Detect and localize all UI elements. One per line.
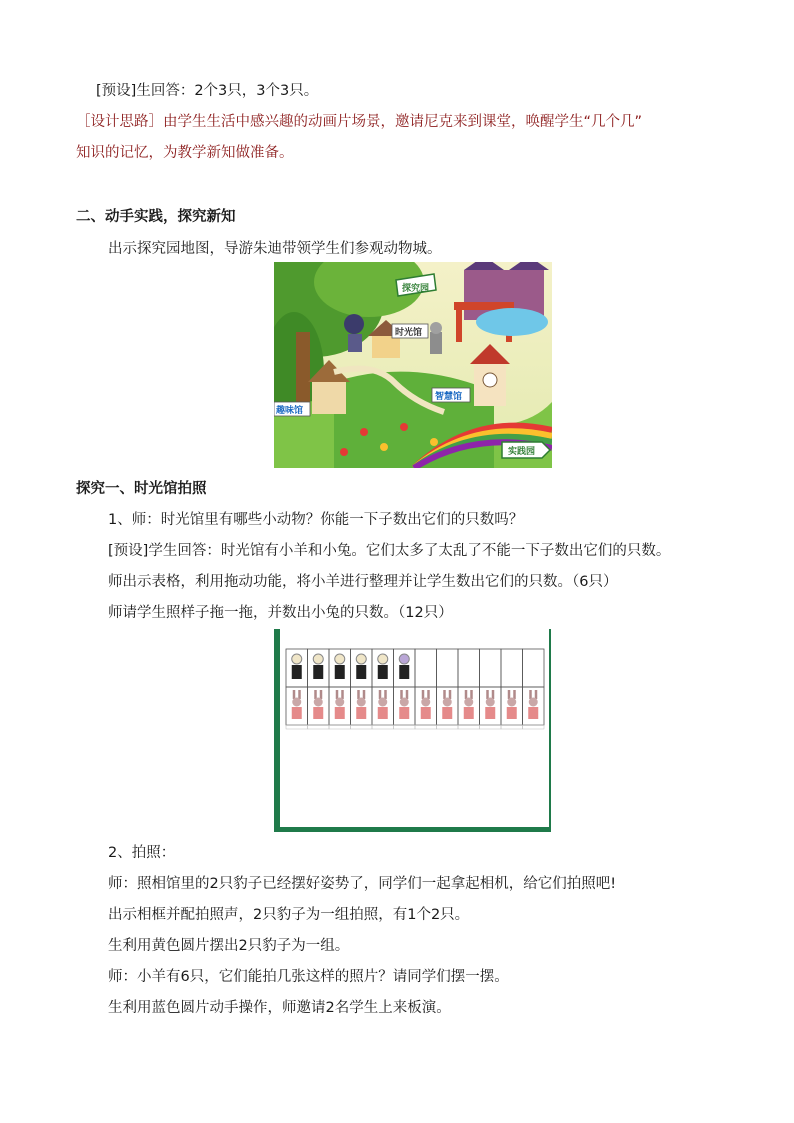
exploration-park-map xyxy=(274,262,552,468)
grid-cell xyxy=(415,649,437,687)
preset-answer-2 xyxy=(108,541,670,561)
grid-cell-faint xyxy=(329,725,351,729)
grid-cell xyxy=(437,649,459,687)
sheep-photo-question: 师：小羊有6只，它们能拍几张这样的照片？请同学们摆一摆。 xyxy=(108,969,509,985)
grid-cell xyxy=(480,649,502,687)
rabbit-figure[interactable] xyxy=(485,690,495,719)
preset-answer-1-text: 生回答：2个3只，3个3只。 xyxy=(136,83,319,99)
grid-cell-faint xyxy=(372,725,394,729)
grid-cell-faint xyxy=(308,725,330,729)
grid-cell-faint xyxy=(480,725,502,729)
step-2-heading: 2、拍照： xyxy=(108,845,176,861)
grid-cell-faint xyxy=(523,725,545,729)
rabbit-figure[interactable] xyxy=(292,690,302,719)
design-idea-line-2: 知识的记忆，为教学新知做准备。 xyxy=(76,145,294,161)
rabbit-figure[interactable] xyxy=(442,690,452,719)
rabbit-figure[interactable] xyxy=(421,690,431,719)
grid-cell xyxy=(458,649,480,687)
yellow-disc-activity: 生利用黄色圆片摆出2只豹子为一组。 xyxy=(108,938,350,954)
preset-answer-1 xyxy=(96,81,318,101)
rabbit-figure[interactable] xyxy=(378,690,388,719)
rabbit-figure[interactable] xyxy=(464,690,474,719)
sign-time-hall: 时光馆 xyxy=(395,328,423,338)
teacher-photo-prompt: 师：照相馆里的2只豹子已经摆好姿势了，同学们一起拿起相机，给它们拍照吧! xyxy=(108,876,617,892)
sign-fun-hall: 趣味馆 xyxy=(276,406,304,416)
sheep-figure[interactable] xyxy=(399,654,409,679)
question-1: 1、师：时光馆里有哪些小动物？你能一下子数出它们的只数吗？ xyxy=(108,512,524,528)
grid-cell xyxy=(523,649,545,687)
sign-wisdom-hall: 智慧馆 xyxy=(435,392,463,402)
grid-cell-faint xyxy=(351,725,373,729)
preset-tag-2: [预设] xyxy=(108,543,149,559)
sheep-figure[interactable] xyxy=(313,654,323,679)
instruction-rabbit: 师请学生照样子拖一拖，并数出小兔的只数。（12只） xyxy=(108,605,453,621)
grid-cell xyxy=(501,649,523,687)
grid-cell-faint xyxy=(501,725,523,729)
map-intro-text: 出示探究园地图，导游朱迪带领学生们参观动物城。 xyxy=(108,241,442,257)
grid-cell-faint xyxy=(458,725,480,729)
grid-cell-faint xyxy=(394,725,416,729)
grid-cell-faint xyxy=(415,725,437,729)
grid-cell-faint xyxy=(437,725,459,729)
map-illustration xyxy=(274,262,552,468)
instruction-sheep: 师出示表格，利用拖动功能，将小羊进行整理并让学生数出它们的只数。（6只） xyxy=(108,574,618,590)
sign-practice-park: 实践园 xyxy=(508,447,536,457)
animal-sorting-grid xyxy=(274,629,551,832)
sign-explore-park: 探究园 xyxy=(402,284,430,294)
rabbit-figure[interactable] xyxy=(356,690,366,719)
section-heading-2: 二、动手实践，探究新知 xyxy=(76,209,236,225)
blue-disc-activity: 生利用蓝色圆片动手操作，师邀请2名学生上来板演。 xyxy=(108,1000,451,1016)
rabbit-figure[interactable] xyxy=(507,690,517,719)
rabbit-figure[interactable] xyxy=(313,690,323,719)
section-heading-explore-1: 探究一、时光馆拍照 xyxy=(76,481,207,497)
design-idea-line-1: ［设计思路］由学生生活中感兴趣的动画片场景，邀请尼克来到课堂，唤醒学生“几个几” xyxy=(76,114,643,130)
sheep-figure[interactable] xyxy=(378,654,388,679)
sheep-figure[interactable] xyxy=(356,654,366,679)
sheep-figure[interactable] xyxy=(292,654,302,679)
grid-cell-faint xyxy=(286,725,308,729)
rabbit-figure[interactable] xyxy=(335,690,345,719)
preset-answer-2-text: 学生回答：时光馆有小羊和小兔。它们太多了太乱了不能一下子数出它们的只数。 xyxy=(148,543,671,559)
sheep-figure[interactable] xyxy=(335,654,345,679)
sorting-grid-svg xyxy=(280,629,549,827)
frame-instruction: 出示相框并配拍照声，2只豹子为一组拍照，有1个2只。 xyxy=(108,907,470,923)
rabbit-figure[interactable] xyxy=(528,690,538,719)
preset-tag: [预设] xyxy=(96,83,137,99)
rabbit-figure[interactable] xyxy=(399,690,409,719)
